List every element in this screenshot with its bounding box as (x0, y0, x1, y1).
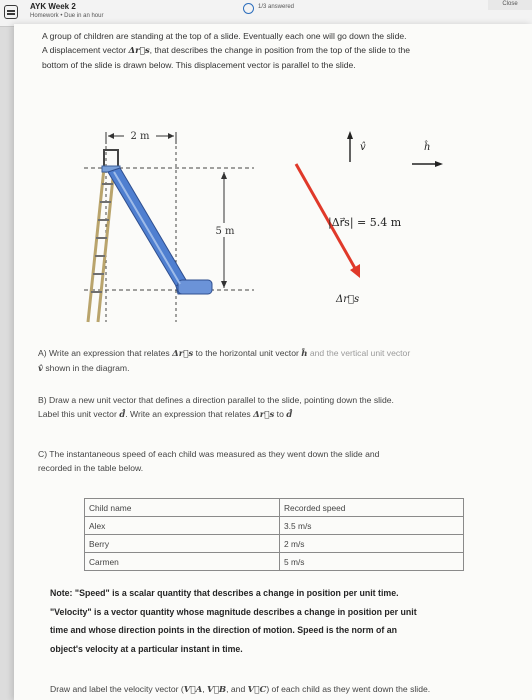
table-cell: Carmen (85, 553, 280, 571)
table-header-cell: Recorded speed (280, 499, 464, 517)
vector-label: Δr⃗s (336, 294, 360, 305)
height-label: 5 m (215, 226, 235, 237)
question-c: C) The instantaneous speed of each child was measured as they went down the slide and recorded in the table below. (38, 449, 380, 473)
slide (108, 168, 212, 294)
table-row (85, 535, 464, 553)
question-b: B) Draw a new unit vector that defines a direction parallel to the slide, pointing down the slide. Label this unit vector d̂. Write an expression that relates Δr⃗s to d̂ (38, 395, 394, 420)
assignment-title: AYK Week 2 (30, 2, 76, 11)
table-cell: Alex (85, 517, 280, 535)
progress-text: 1/3 answered (258, 4, 295, 10)
note-paragraph: Note: "Speed" is a scalar quantity that describes a change in position per unit time. "Velocity" is a vector quantity whose magnitude describes a change in position per unit time and whose direction points in the direction of motion. Speed is the norm of an object's velocity at a particular instant in time. (50, 588, 417, 654)
intro-paragraph: A group of children are standing at the top of a slide. Eventually each one will go down the slide. A displacement vector Δr⃗s, that describes the change in position from the top of the slide to the bottom of the slide is drawn below. This displacement vector is parallel to the slide. (42, 31, 411, 70)
unit-h-label: ĥ (424, 142, 431, 153)
table-header-cell: Child name (85, 499, 280, 517)
draw-prompt: Draw and label the velocity vector (V⃗A, V⃗B, and V⃗C) of each child as they went down the slide. (50, 684, 431, 695)
document-icon (4, 5, 18, 19)
table-cell: 5 m/s (280, 553, 464, 571)
worksheet-page (14, 24, 532, 700)
table-row (85, 517, 464, 535)
ladder (88, 168, 114, 322)
progress-ring-icon (243, 3, 254, 14)
assignment-due: Homework • Due in an hour (30, 13, 104, 19)
table-header-row (85, 499, 464, 517)
magnitude-label: |Δr⃗s| = 5.4 m (328, 216, 402, 229)
assignment-header (0, 0, 532, 27)
slide-diagram (74, 122, 474, 327)
table-cell: 3.5 m/s (280, 517, 464, 535)
width-label: 2 m (130, 131, 150, 142)
speed-table (84, 498, 464, 571)
question-a: A) Write an expression that relates Δr⃗s to the horizontal unit vector ĥ and the vertical unit vector v̂ shown in the diagram. (38, 348, 411, 374)
table-cell: Berry (85, 535, 280, 553)
unit-v-label: v̂ (360, 142, 366, 153)
table-cell: 2 m/s (280, 535, 464, 553)
close-button[interactable]: Close (488, 0, 532, 10)
table-row (85, 553, 464, 571)
